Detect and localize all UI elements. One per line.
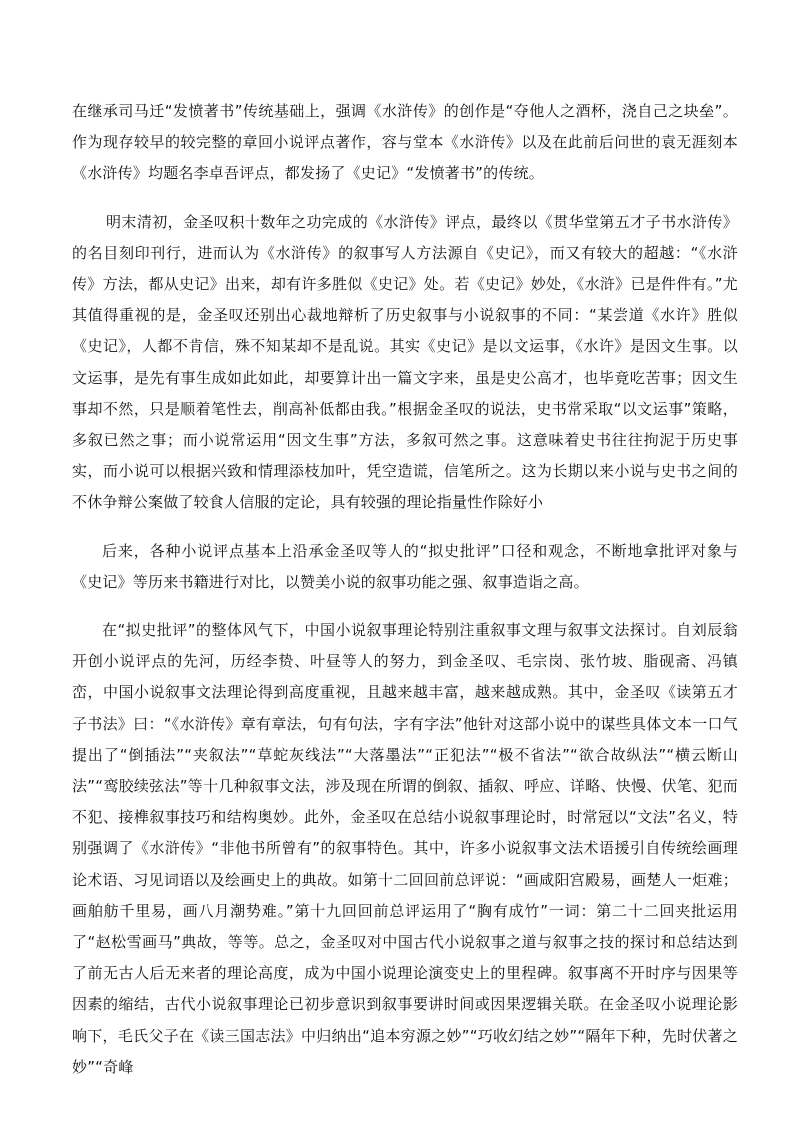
paragraph-3: 后来，各种小说评点基本上沿承金圣叹等人的“拟史批评”口径和观念，不断地拿批评对象与《史记》等历来书籍进行对比，以赞美小说的叙事功能之强、叙事造诣之高。 xyxy=(72,541,738,591)
paragraph-4: 在“拟史批评”的整体风气下，中国小说叙事理论特别注重叙事文理与叙事文法探讨。自刘辰翁开创小说评点的先河，历经李贽、叶昼等人的努力，到金圣叹、毛宗岗、张竹坡、脂砚斋、冯镇峦，中国小说叙事文法理论得到高度重视，且越来越丰富，越来越成熟。其中，金圣叹《读第五才子书法》曰：“《水浒传》章有章法，句有句法，字有字法”他针对这部小说中的谋些具体文本一口气提出了“倒插法”“夹叙法”“草蛇灰线法”“大落墨法”“正犯法”“极不省法”“欲合故纵法”“横云断山法”“鸾胶续弦法”等十几种叙事文法，涉及现在所谓的倒叙、插叙、呼应、详略、快慢、伏笔、犯而不犯、接榫叙事技巧和结构奥妙。此外，金圣叹在总结小说叙事理论时，时常冠以“文法”名义，特别强调了《水浒传》“非他书所曾有”的叙事特色。其中，许多小说叙事文法术语援引自传统绘画理论术语、习见词语以及绘画史上的典故。如第十二回回前总评说：“画咸阳宫殿易，画楚人一炬难；画舶舫千里易，画八月潮势难。”第十九回回前总评运用了“胸有成竹”一词：第二十二回夹批运用了“赵松雪画马”典故，等等。总之，金圣叹对中国古代小说叙事之道与叙事之技的探讨和总结达到了前无古人后无来者的理论高度，成为中国小说理论演变史上的里程碑。叙事离不开时序与因果等因素的缩结，古代小说叙事理论已初步意识到叙事要讲时间或因果逻辑关联。在金圣叹小说理论影响下，毛氏父子在《读三国志法》中归纳出“追本穷源之妙”“巧收幻结之妙”“隔年下种，先时伏著之妙”“奇峰 xyxy=(72,621,738,1076)
paragraph-2: 明末清初，金圣叹积十数年之功完成的《水浒传》评点，最终以《贯华堂第五才子书水浒传》的名目刻印刊行，进而认为《水浒传》的叙事写人方法源自《史记》，而又有较大的超越：“《水浒传》方法，都从史记》出来，却有许多胜似《史记》处。若《史记》妙处，《水浒》已是件件有。”尤其值得重视的是，金圣叹还别出心裁地辩析了历史叙事与小说叙事的不同：“某尝道《水许》胜似《史记》，人都不肯信，殊不知某却不是乱说。其实《史记》是以文运事，《水许》是因文生事。以文运事，是先有事生成如此如此，却要算计出一篇文字来，虽是史公高才，也毕竟吃苦事；因文生事却不然，只是顺着笔性去，削高补低都由我。”根据金圣叹的说法，史书常采取“以文运事”策略，多叙已然之事；而小说常运用“因文生事”方法，多叙可然之事。这意味着史书往往拘泥于历史事实，而小说可以根据兴致和情理添枝加叶，凭空造谎，信笔所之。这为长期以来小说与史书之间的不休争辩公案做了较食人信服的定论，具有较强的理论指量性作除好小 xyxy=(72,212,738,512)
paragraph-1: 在继承司马迁“发愤著书”传统基础上，强调《水浒传》的创作是“夺他人之酒杯，浇自己之块垒”。作为现存较早的较完整的章回小说评点著作，容与堂本《水浒传》以及在此前后问世的袁无涯刻本《水浒传》均题名李卓吾评点，都发扬了《史记》“发愤著书”的传统。 xyxy=(72,102,738,183)
document-body xyxy=(72,96,738,1083)
